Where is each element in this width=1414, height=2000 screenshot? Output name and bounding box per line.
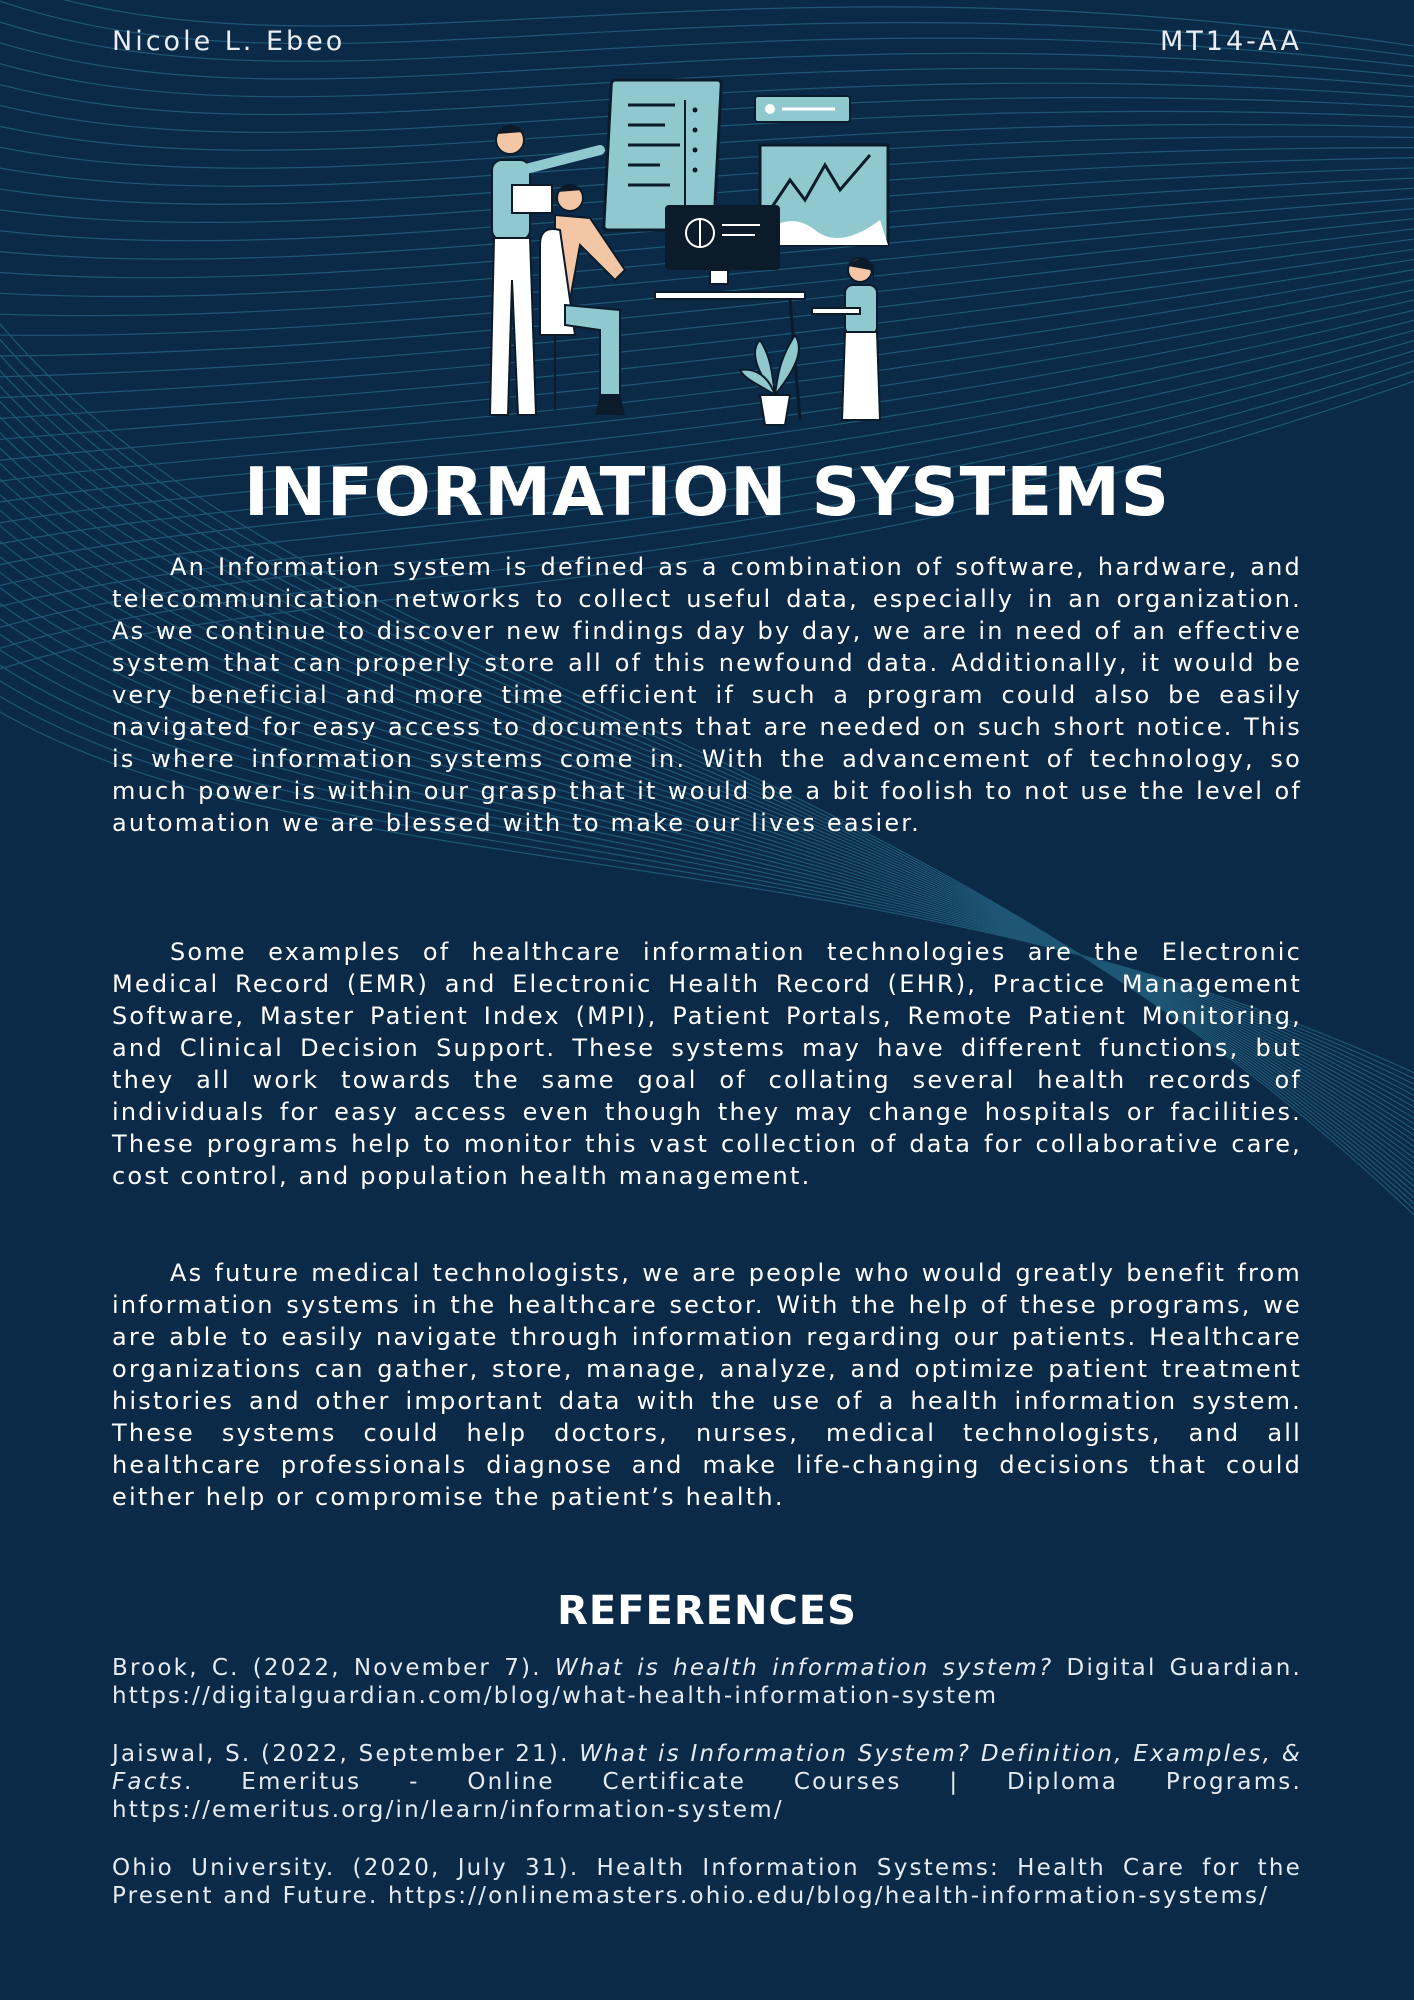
- desk-graphic: [655, 292, 805, 299]
- reference-1-source: Digital Guardian. https://digitalguardian.com/blog/what-health-information-system: [112, 1655, 1302, 1709]
- paragraph-1-text: An Information system is defined as a combination of software, hardware, and telecommunication networks to collect useful data, especially in an organization. As we continue to discover new findings day by day, we are in need of an effective system that can properly store all of this newfound data. Additionally, it would be very beneficial and more time efficient if such a program could also be easily navigated for easy access to documents that are needed on such short notice. This is where information systems come in. With the advancement of technology, so much power is within our grasp that it would be a bit foolish to not use the level of automation we are blessed with to make our lives easier.: [112, 553, 1302, 837]
- page-title: INFORMATION SYSTEMS: [243, 453, 1171, 531]
- references-heading: REFERENCES: [557, 1588, 857, 1634]
- reference-1-title: What is health information system?: [554, 1655, 1054, 1681]
- reference-2-title: What is Information System? Definition, Examples, & Facts: [112, 1741, 1302, 1795]
- team-data-illustration: [460, 70, 970, 450]
- reference-1: [112, 1654, 1302, 1710]
- paragraph-2: [112, 936, 1302, 1192]
- reference-2-author: Jaiswal, S. (2022, September 21).: [112, 1741, 580, 1767]
- plant-graphic: [740, 335, 799, 425]
- paragraph-3: [112, 1257, 1302, 1513]
- paragraph-3-text: As future medical technologists, we are people who would greatly benefit from information systems in the healthcare sector. With the help of these programs, we are able to easily navigate through information regarding our patients. Healthcare organizations can gather, store, manage, analyze, and optimize patient treatment histories and other important data with the use of a health information system. These systems could help doctors, nurses, medical technologists, and all healthcare professionals diagnose and make life-changing decisions that could either help or compromise the patient’s health.: [112, 1259, 1302, 1511]
- monitor-graphic: [665, 205, 780, 284]
- person-standing-right: [812, 258, 880, 420]
- section-code: MT14-AA: [1160, 26, 1302, 57]
- reference-3-text: Ohio University. (2020, July 31). Health Information Systems: Health Care for the Present and Future. https://onlinemasters.ohio.edu/blog/health-information-systems/: [112, 1855, 1302, 1909]
- reference-2-source: . Emeritus - Online Certificate Courses | Diploma Programs. https://emeritus.org/in/learn/information-system/: [112, 1769, 1302, 1823]
- author-name: Nicole L. Ebeo: [112, 26, 346, 57]
- paragraph-1: [112, 551, 1302, 839]
- reference-3: [112, 1854, 1302, 1910]
- reference-1-author: Brook, C. (2022, November 7).: [112, 1655, 555, 1681]
- reference-2: [112, 1740, 1302, 1824]
- paragraph-2-text: Some examples of healthcare information technologies are the Electronic Medical Record (EMR) and Electronic Health Record (EHR), Practice Management Software, Master Patient Index (MPI), Patient Portals, Remote Patient Monitoring, and Clinical Decision Support. These systems may have different functions, but they all work towards the same goal of collating several health records of individuals for easy access even though they may change hospitals or facilities. These programs help to monitor this vast collection of data for collaborative care, cost control, and population health management.: [112, 938, 1302, 1190]
